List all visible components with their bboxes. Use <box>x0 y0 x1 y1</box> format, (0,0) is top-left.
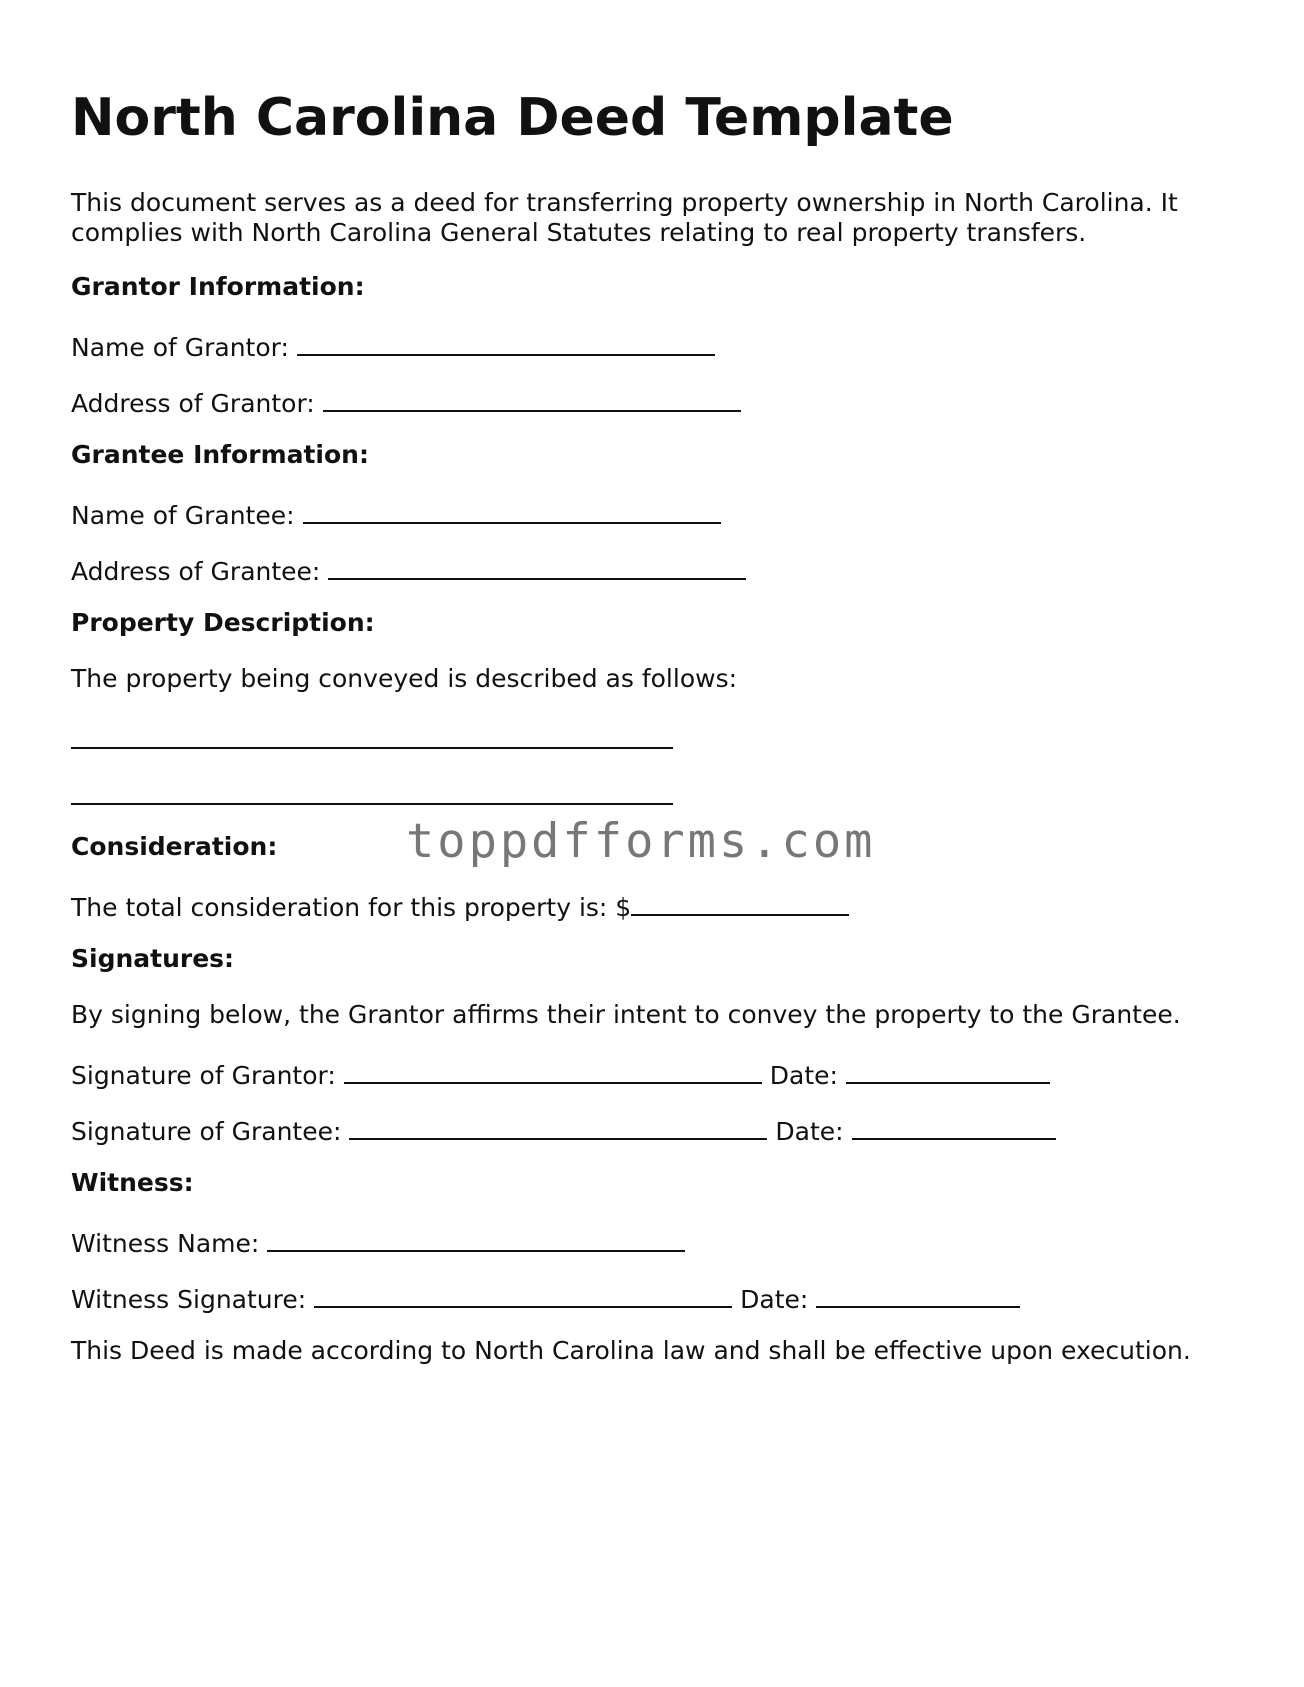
grantee-signature-field[interactable] <box>349 1112 767 1140</box>
grantee-name-row <box>71 496 721 531</box>
grantor-date-label: Date: <box>769 1061 838 1090</box>
grantee-address-row <box>71 552 746 587</box>
witness-signature-label: Witness Signature: <box>71 1285 307 1314</box>
witness-heading: Witness: <box>71 1168 194 1197</box>
consideration-amount-field[interactable] <box>631 888 849 916</box>
signatures-heading: Signatures: <box>71 944 235 973</box>
consideration-text: The total consideration for this property is: $ <box>71 893 632 922</box>
grantee-address-label: Address of Grantee: <box>71 557 321 586</box>
witness-name-label: Witness Name: <box>71 1229 260 1258</box>
grantor-heading: Grantor Information: <box>71 272 365 301</box>
grantor-signature-label: Signature of Grantor: <box>71 1061 336 1090</box>
witness-date-label: Date: <box>740 1285 809 1314</box>
grantee-heading: Grantee Information: <box>71 440 369 469</box>
grantor-signature-field[interactable] <box>344 1056 762 1084</box>
grantor-name-label: Name of Grantor: <box>71 333 289 362</box>
grantee-signature-label: Signature of Grantee: <box>71 1117 342 1146</box>
property-heading: Property Description: <box>71 608 375 637</box>
grantee-name-field[interactable] <box>303 496 721 524</box>
consideration-row <box>71 888 849 923</box>
witness-name-field[interactable] <box>267 1224 685 1252</box>
grantor-address-row <box>71 384 741 419</box>
grantor-signature-row <box>71 1056 1050 1091</box>
grantor-name-row <box>71 328 715 363</box>
grantee-signature-row <box>71 1112 1056 1147</box>
witness-signature-field[interactable] <box>314 1280 732 1308</box>
grantor-address-field[interactable] <box>323 384 741 412</box>
intro-paragraph: This document serves as a deed for transferring property ownership in North Carolina. It complies with North Carolina General Statutes relating to real property transfers. <box>71 188 1178 247</box>
page-title: North Carolina Deed Template <box>71 88 954 148</box>
property-text: The property being conveyed is described as follows: <box>71 664 738 693</box>
grantee-date-label: Date: <box>775 1117 844 1146</box>
grantee-date-field[interactable] <box>852 1112 1056 1140</box>
property-description-line-1[interactable] <box>71 747 673 749</box>
witness-signature-row <box>71 1280 1020 1315</box>
consideration-heading: Consideration: <box>71 832 278 861</box>
grantor-address-label: Address of Grantor: <box>71 389 315 418</box>
watermark-text: toppdfforms.com <box>406 814 876 869</box>
witness-name-row <box>71 1224 685 1259</box>
grantee-name-label: Name of Grantee: <box>71 501 295 530</box>
closing-statement: This Deed is made according to North Carolina law and shall be effective upon execution. <box>71 1336 1191 1365</box>
property-description-line-2[interactable] <box>71 803 673 805</box>
witness-date-field[interactable] <box>816 1280 1020 1308</box>
grantor-name-field[interactable] <box>297 328 715 356</box>
grantor-date-field[interactable] <box>846 1056 1050 1084</box>
grantee-address-field[interactable] <box>328 552 746 580</box>
signatures-text: By signing below, the Grantor affirms their intent to convey the property to the Grantee. <box>71 1000 1181 1029</box>
